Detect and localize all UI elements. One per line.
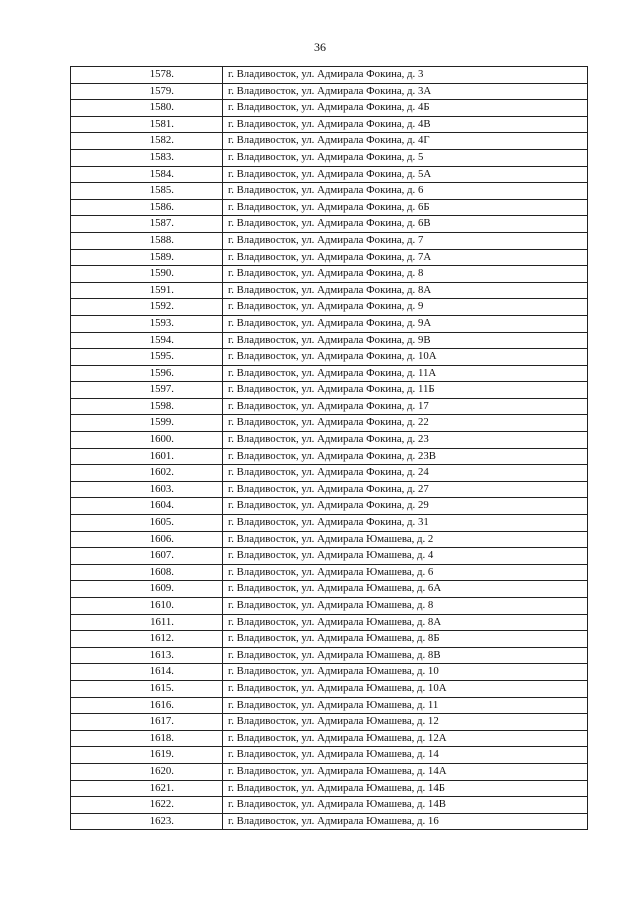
- row-address: г. Владивосток, ул. Адмирала Фокина, д. 5: [223, 149, 588, 166]
- row-address: г. Владивосток, ул. Адмирала Фокина, д. 6Б: [223, 199, 588, 216]
- row-address: г. Владивосток, ул. Адмирала Фокина, д. 5А: [223, 166, 588, 183]
- row-address: г. Владивосток, ул. Адмирала Фокина, д. 9А: [223, 315, 588, 332]
- row-address: г. Владивосток, ул. Адмирала Фокина, д. 11А: [223, 365, 588, 382]
- table-row: [71, 664, 588, 681]
- table-row: [71, 531, 588, 548]
- row-number: 1617.: [71, 714, 223, 731]
- row-number: 1580.: [71, 100, 223, 117]
- row-number: 1594.: [71, 332, 223, 349]
- row-address: г. Владивосток, ул. Адмирала Фокина, д. 3А: [223, 83, 588, 100]
- row-number: 1593.: [71, 315, 223, 332]
- table-row: [71, 199, 588, 216]
- row-number: 1578.: [71, 67, 223, 84]
- row-address: г. Владивосток, ул. Адмирала Фокина, д. 24: [223, 465, 588, 482]
- row-number: 1606.: [71, 531, 223, 548]
- table-row: [71, 415, 588, 432]
- row-number: 1619.: [71, 747, 223, 764]
- row-number: 1610.: [71, 598, 223, 615]
- row-address: г. Владивосток, ул. Адмирала Фокина, д. 27: [223, 481, 588, 498]
- table-row: [71, 714, 588, 731]
- row-number: 1582.: [71, 133, 223, 150]
- table-row: [71, 432, 588, 449]
- row-number: 1583.: [71, 149, 223, 166]
- row-address: г. Владивосток, ул. Адмирала Фокина, д. 8А: [223, 282, 588, 299]
- table-row: [71, 797, 588, 814]
- row-number: 1602.: [71, 465, 223, 482]
- table-row: [71, 332, 588, 349]
- row-address: г. Владивосток, ул. Адмирала Фокина, д. 10А: [223, 349, 588, 366]
- row-address: г. Владивосток, ул. Адмирала Фокина, д. 11Б: [223, 382, 588, 399]
- row-number: 1584.: [71, 166, 223, 183]
- row-number: 1622.: [71, 797, 223, 814]
- address-table-body: [71, 67, 588, 830]
- row-number: 1595.: [71, 349, 223, 366]
- table-row: [71, 581, 588, 598]
- row-address: г. Владивосток, ул. Адмирала Фокина, д. 6В: [223, 216, 588, 233]
- row-number: 1603.: [71, 481, 223, 498]
- table-row: [71, 282, 588, 299]
- row-number: 1597.: [71, 382, 223, 399]
- row-address: г. Владивосток, ул. Адмирала Юмашева, д. 10: [223, 664, 588, 681]
- row-number: 1621.: [71, 780, 223, 797]
- table-row: [71, 747, 588, 764]
- table-row: [71, 498, 588, 515]
- row-number: 1598.: [71, 398, 223, 415]
- row-address: г. Владивосток, ул. Адмирала Юмашева, д. 10А: [223, 680, 588, 697]
- row-number: 1590.: [71, 266, 223, 283]
- row-address: г. Владивосток, ул. Адмирала Юмашева, д. 14: [223, 747, 588, 764]
- row-address: г. Владивосток, ул. Адмирала Фокина, д. 22: [223, 415, 588, 432]
- table-row: [71, 100, 588, 117]
- row-number: 1592.: [71, 299, 223, 316]
- row-number: 1613.: [71, 647, 223, 664]
- row-number: 1623.: [71, 813, 223, 830]
- table-row: [71, 564, 588, 581]
- row-address: г. Владивосток, ул. Адмирала Фокина, д. 9В: [223, 332, 588, 349]
- row-address: г. Владивосток, ул. Адмирала Юмашева, д. 14Б: [223, 780, 588, 797]
- row-number: 1614.: [71, 664, 223, 681]
- row-address: г. Владивосток, ул. Адмирала Фокина, д. 4В: [223, 116, 588, 133]
- address-table: [70, 66, 588, 830]
- table-row: [71, 614, 588, 631]
- table-row: [71, 780, 588, 797]
- row-address: г. Владивосток, ул. Адмирала Юмашева, д. 8Б: [223, 631, 588, 648]
- row-address: г. Владивосток, ул. Адмирала Фокина, д. 4Г: [223, 133, 588, 150]
- row-address: г. Владивосток, ул. Адмирала Юмашева, д. 16: [223, 813, 588, 830]
- row-number: 1608.: [71, 564, 223, 581]
- row-number: 1591.: [71, 282, 223, 299]
- row-address: г. Владивосток, ул. Адмирала Юмашева, д. 14В: [223, 797, 588, 814]
- row-address: г. Владивосток, ул. Адмирала Фокина, д. 6: [223, 183, 588, 200]
- table-row: [71, 398, 588, 415]
- row-address: г. Владивосток, ул. Адмирала Юмашева, д. 12: [223, 714, 588, 731]
- row-address: г. Владивосток, ул. Адмирала Юмашева, д. 8А: [223, 614, 588, 631]
- table-row: [71, 515, 588, 532]
- row-number: 1620.: [71, 763, 223, 780]
- table-row: [71, 631, 588, 648]
- row-address: г. Владивосток, ул. Адмирала Фокина, д. 7А: [223, 249, 588, 266]
- row-address: г. Владивосток, ул. Адмирала Фокина, д. 9: [223, 299, 588, 316]
- row-number: 1612.: [71, 631, 223, 648]
- table-row: [71, 813, 588, 830]
- table-row: [71, 149, 588, 166]
- table-row: [71, 465, 588, 482]
- row-address: г. Владивосток, ул. Адмирала Юмашева, д. 8В: [223, 647, 588, 664]
- row-address: г. Владивосток, ул. Адмирала Юмашева, д. 4: [223, 548, 588, 565]
- table-row: [71, 299, 588, 316]
- table-row: [71, 315, 588, 332]
- row-address: г. Владивосток, ул. Адмирала Фокина, д. 3: [223, 67, 588, 84]
- page-number: 36: [314, 40, 326, 54]
- table-row: [71, 598, 588, 615]
- row-address: г. Владивосток, ул. Адмирала Фокина, д. 17: [223, 398, 588, 415]
- row-number: 1615.: [71, 680, 223, 697]
- row-address: г. Владивосток, ул. Адмирала Юмашева, д. 8: [223, 598, 588, 615]
- row-number: 1579.: [71, 83, 223, 100]
- row-address: г. Владивосток, ул. Адмирала Юмашева, д. 12А: [223, 730, 588, 747]
- table-row: [71, 183, 588, 200]
- row-number: 1616.: [71, 697, 223, 714]
- row-number: 1589.: [71, 249, 223, 266]
- row-address: г. Владивосток, ул. Адмирала Фокина, д. 23: [223, 432, 588, 449]
- row-number: 1586.: [71, 199, 223, 216]
- row-number: 1605.: [71, 515, 223, 532]
- row-address: г. Владивосток, ул. Адмирала Фокина, д. 8: [223, 266, 588, 283]
- row-number: 1604.: [71, 498, 223, 515]
- table-row: [71, 382, 588, 399]
- row-number: 1581.: [71, 116, 223, 133]
- table-row: [71, 647, 588, 664]
- table-row: [71, 133, 588, 150]
- row-number: 1609.: [71, 581, 223, 598]
- row-number: 1600.: [71, 432, 223, 449]
- table-row: [71, 216, 588, 233]
- table-row: [71, 680, 588, 697]
- row-number: 1611.: [71, 614, 223, 631]
- table-row: [71, 67, 588, 84]
- row-address: г. Владивосток, ул. Адмирала Юмашева, д. 6: [223, 564, 588, 581]
- table-row: [71, 166, 588, 183]
- row-number: 1587.: [71, 216, 223, 233]
- table-row: [71, 481, 588, 498]
- row-number: 1596.: [71, 365, 223, 382]
- row-address: г. Владивосток, ул. Адмирала Юмашева, д. 11: [223, 697, 588, 714]
- row-number: 1599.: [71, 415, 223, 432]
- row-address: г. Владивосток, ул. Адмирала Фокина, д. 4Б: [223, 100, 588, 117]
- row-number: 1585.: [71, 183, 223, 200]
- row-address: г. Владивосток, ул. Адмирала Юмашева, д. 6А: [223, 581, 588, 598]
- table-row: [71, 116, 588, 133]
- table-row: [71, 730, 588, 747]
- row-number: 1601.: [71, 448, 223, 465]
- table-row: [71, 365, 588, 382]
- table-row: [71, 548, 588, 565]
- row-address: г. Владивосток, ул. Адмирала Фокина, д. 31: [223, 515, 588, 532]
- row-number: 1607.: [71, 548, 223, 565]
- table-row: [71, 448, 588, 465]
- row-address: г. Владивосток, ул. Адмирала Юмашева, д. 14А: [223, 763, 588, 780]
- table-row: [71, 763, 588, 780]
- table-row: [71, 249, 588, 266]
- row-address: г. Владивосток, ул. Адмирала Юмашева, д. 2: [223, 531, 588, 548]
- table-row: [71, 232, 588, 249]
- table-row: [71, 349, 588, 366]
- table-row: [71, 83, 588, 100]
- row-number: 1618.: [71, 730, 223, 747]
- row-number: 1588.: [71, 232, 223, 249]
- row-address: г. Владивосток, ул. Адмирала Фокина, д. 29: [223, 498, 588, 515]
- row-address: г. Владивосток, ул. Адмирала Фокина, д. 7: [223, 232, 588, 249]
- row-address: г. Владивосток, ул. Адмирала Фокина, д. 23В: [223, 448, 588, 465]
- table-row: [71, 266, 588, 283]
- table-row: [71, 697, 588, 714]
